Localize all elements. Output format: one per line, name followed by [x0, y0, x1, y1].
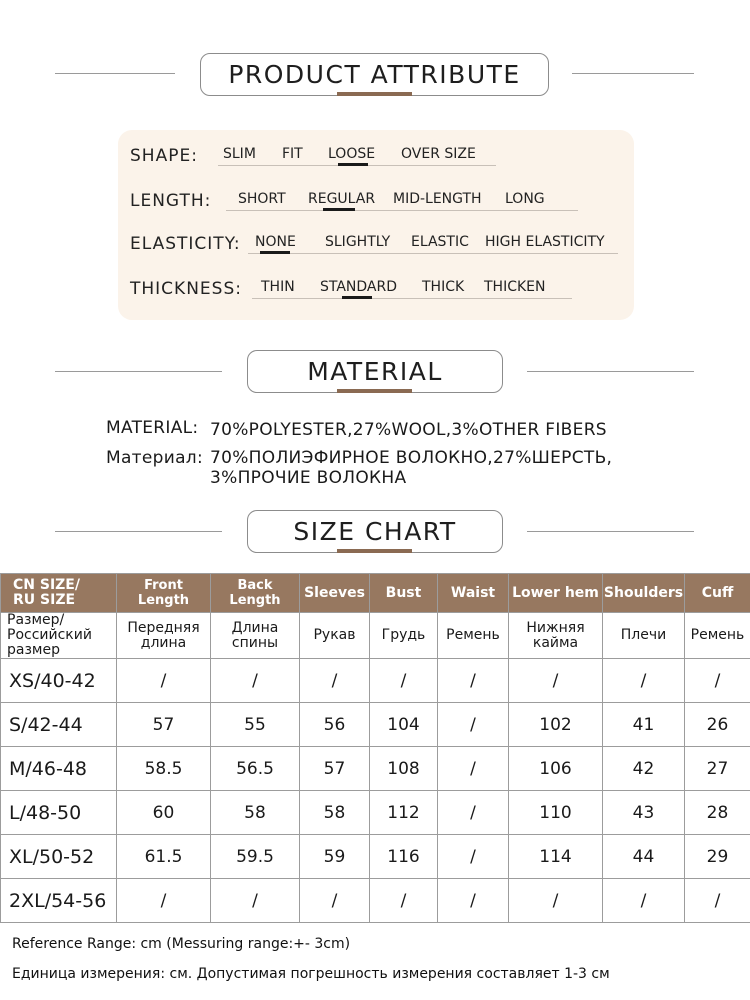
measurement-cell: 57	[300, 747, 370, 791]
measurement-cell: 41	[603, 703, 685, 747]
material-value-en: 70%POLYESTER,27%WOOL,3%OTHER FIBERS	[210, 420, 607, 440]
attribute-option: ELASTIC	[411, 234, 469, 250]
measurement-cell: /	[438, 747, 509, 791]
attribute-option: THICKEN	[484, 279, 546, 295]
size-chart-table	[0, 573, 750, 923]
attribute-selected-marker	[260, 251, 290, 254]
attribute-option: LONG	[505, 191, 545, 207]
attribute-option-selected: NONE	[255, 234, 296, 250]
attribute-option: OVER SIZE	[401, 146, 476, 162]
header-cell-ru-line1: Нижняя	[526, 619, 585, 636]
attribute-label-shape: SHAPE:	[130, 146, 198, 166]
header-cell-ru: Плечи	[603, 613, 685, 659]
section-title-size	[247, 510, 503, 553]
measurement-cell: /	[300, 659, 370, 703]
divider-right-attributes	[572, 73, 694, 74]
divider-left-attributes	[55, 73, 175, 74]
attribute-option: MID-LENGTH	[393, 191, 482, 207]
header-cell-ru	[509, 613, 603, 659]
measurement-cell: 43	[603, 791, 685, 835]
measurement-cell: /	[509, 659, 603, 703]
table-row	[1, 703, 750, 747]
table-row	[1, 835, 750, 879]
measurement-cell: 104	[370, 703, 438, 747]
footer-note-ru: Единица измерения: см. Допустимая погрешность измерения составляет 1-3 см	[12, 966, 610, 982]
accent-bar-attributes	[337, 92, 412, 96]
measurement-cell: 108	[370, 747, 438, 791]
section-title-size-text: SIZE CHART	[293, 517, 457, 546]
measurement-cell: 110	[509, 791, 603, 835]
measurement-cell: 59.5	[211, 835, 300, 879]
attribute-selected-marker	[338, 163, 368, 166]
material-label-ru: Материал:	[106, 448, 203, 468]
header-size-ru	[1, 613, 117, 659]
measurement-cell: /	[438, 835, 509, 879]
header-size-en-line2: RU SIZE	[13, 592, 76, 608]
divider-right-material	[527, 371, 694, 372]
attribute-option-selected: REGULAR	[308, 191, 376, 207]
measurement-cell: /	[211, 659, 300, 703]
measurement-cell: 55	[211, 703, 300, 747]
attribute-option: THIN	[261, 279, 295, 295]
attribute-option: FIT	[282, 146, 303, 162]
header-cell-en: Front Length	[117, 574, 211, 613]
material-value-ru-line2: 3%ПРОЧИЕ ВОЛОКНА	[210, 468, 407, 488]
measurement-cell: /	[509, 879, 603, 923]
size-cell: XS/40-42	[1, 659, 117, 703]
measurement-cell: 106	[509, 747, 603, 791]
attribute-option: SLIM	[223, 146, 256, 162]
measurement-cell: 28	[685, 791, 750, 835]
table-header-row-ru	[1, 613, 750, 659]
attribute-underline	[252, 298, 572, 299]
measurement-cell: 58.5	[117, 747, 211, 791]
measurement-cell: /	[438, 879, 509, 923]
measurement-cell: 27	[685, 747, 750, 791]
footer-note-en: Reference Range: cm (Messuring range:+- 3cm)	[12, 936, 351, 952]
accent-bar-size	[337, 549, 412, 553]
section-title-attributes-text: PRODUCT ATTRIBUTE	[228, 60, 521, 89]
divider-right-size	[527, 531, 694, 532]
measurement-cell: 29	[685, 835, 750, 879]
header-size-ru-line2: Российский	[7, 627, 92, 643]
table-row	[1, 879, 750, 923]
table-row	[1, 747, 750, 791]
measurement-cell: 59	[300, 835, 370, 879]
attribute-label-thickness: THICKNESS:	[130, 279, 242, 299]
size-cell: S/42-44	[1, 703, 117, 747]
measurement-cell: /	[438, 659, 509, 703]
header-cell-en: Shoulders	[603, 574, 685, 613]
material-label-en: MATERIAL:	[106, 418, 199, 438]
measurement-cell: 42	[603, 747, 685, 791]
measurement-cell: 61.5	[117, 835, 211, 879]
measurement-cell: /	[117, 879, 211, 923]
attribute-option: SHORT	[238, 191, 286, 207]
table-row	[1, 659, 750, 703]
header-size-ru-line1: Размер/	[7, 612, 65, 628]
material-value-ru-line1: 70%ПОЛИЭФИРНОЕ ВОЛОКНО,27%ШЕРСТЬ,	[210, 448, 613, 468]
section-title-material-text: MATERIAL	[307, 357, 443, 386]
size-cell: XL/50-52	[1, 835, 117, 879]
header-cell-en: Bust	[370, 574, 438, 613]
header-cell-ru: Ремень	[438, 613, 509, 659]
measurement-cell: /	[370, 659, 438, 703]
header-cell-ru-line2: спины	[231, 634, 279, 651]
header-cell-ru-line2: кайма	[532, 634, 579, 651]
measurement-cell: 114	[509, 835, 603, 879]
size-cell: M/46-48	[1, 747, 117, 791]
attribute-selected-marker	[323, 208, 355, 211]
header-size-en	[1, 574, 117, 613]
measurement-cell: /	[685, 879, 750, 923]
measurement-cell: 56	[300, 703, 370, 747]
header-cell-ru: Грудь	[370, 613, 438, 659]
section-title-material	[247, 350, 503, 393]
measurement-cell: /	[300, 879, 370, 923]
header-cell-en: Sleeves	[300, 574, 370, 613]
header-size-ru-line3: размер	[7, 642, 60, 658]
header-size-en-line1: CN SIZE/	[13, 577, 80, 593]
header-cell-en: Back Length	[211, 574, 300, 613]
header-cell-ru	[117, 613, 211, 659]
section-title-attributes	[200, 53, 549, 96]
header-cell-ru-line1: Длина	[231, 619, 279, 636]
accent-bar-material	[337, 389, 412, 393]
header-cell-ru-line1: Передняя	[127, 619, 200, 636]
measurement-cell: 56.5	[211, 747, 300, 791]
attribute-selected-marker	[342, 296, 372, 299]
measurement-cell: 44	[603, 835, 685, 879]
attribute-option: SLIGHTLY	[325, 234, 391, 250]
attribute-panel	[118, 130, 634, 320]
header-cell-en: Cuff	[685, 574, 750, 613]
header-cell-ru: Ремень	[685, 613, 750, 659]
attribute-underline	[226, 210, 578, 211]
size-cell: L/48-50	[1, 791, 117, 835]
attribute-label-elasticity: ELASTICITY:	[130, 234, 241, 254]
measurement-cell: /	[438, 703, 509, 747]
attribute-option-selected: LOOSE	[328, 146, 376, 162]
measurement-cell: 60	[117, 791, 211, 835]
size-cell: 2XL/54-56	[1, 879, 117, 923]
measurement-cell: 57	[117, 703, 211, 747]
measurement-cell: /	[603, 879, 685, 923]
measurement-cell: /	[211, 879, 300, 923]
measurement-cell: 58	[300, 791, 370, 835]
attribute-option: THICK	[422, 279, 465, 295]
measurement-cell: 26	[685, 703, 750, 747]
header-cell-en: Waist	[438, 574, 509, 613]
header-cell-ru	[211, 613, 300, 659]
header-cell-ru: Рукав	[300, 613, 370, 659]
measurement-cell: 116	[370, 835, 438, 879]
attribute-label-length: LENGTH:	[130, 191, 212, 211]
measurement-cell: /	[370, 879, 438, 923]
measurement-cell: /	[438, 791, 509, 835]
header-cell-en: Lower hem	[509, 574, 603, 613]
measurement-cell: /	[117, 659, 211, 703]
divider-left-size	[55, 531, 222, 532]
measurement-cell: 112	[370, 791, 438, 835]
measurement-cell: /	[685, 659, 750, 703]
measurement-cell: 102	[509, 703, 603, 747]
measurement-cell: /	[603, 659, 685, 703]
attribute-option-selected: STANDARD	[320, 279, 398, 295]
measurement-cell: 58	[211, 791, 300, 835]
divider-left-material	[55, 371, 222, 372]
table-header-row-en	[1, 574, 750, 613]
header-cell-ru-line2: длина	[140, 634, 187, 651]
table-row	[1, 791, 750, 835]
attribute-option: HIGH ELASTICITY	[485, 234, 605, 250]
attribute-underline	[248, 253, 618, 254]
